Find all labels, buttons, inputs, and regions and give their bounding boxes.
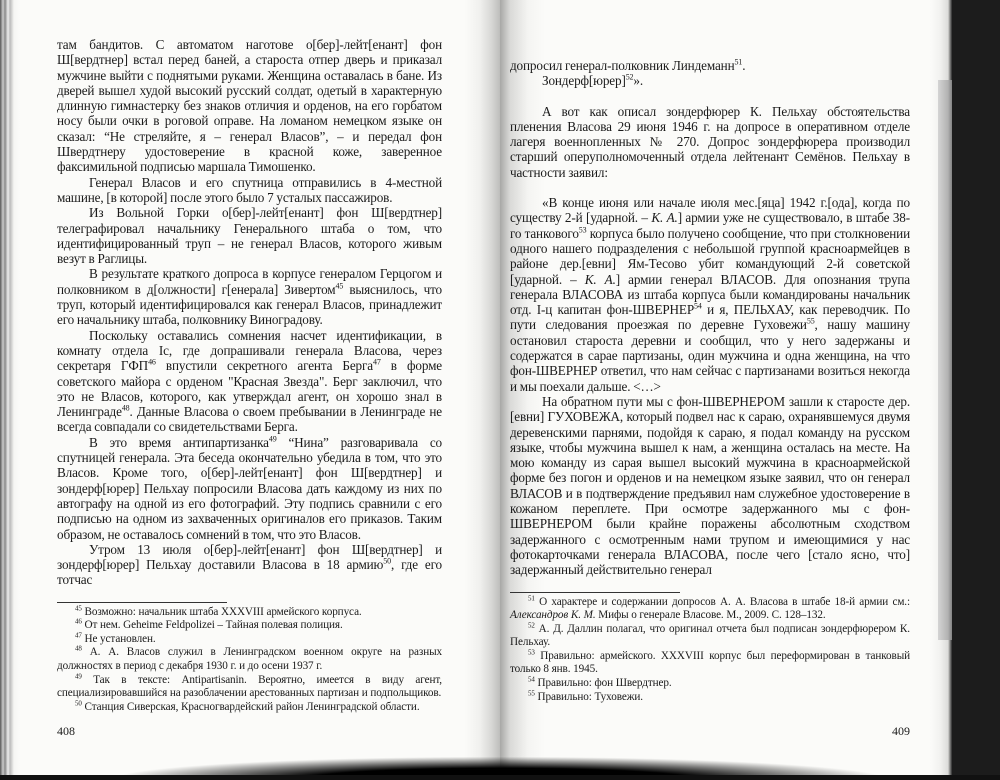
right-page-footnotes [510,592,910,705]
text-run: Зондерф[юрер] [542,73,626,89]
footnote-text: Станция Сиверская, Красногвардейский район Ленинградской области. [84,700,420,713]
footnote-list [510,593,911,705]
footnote-number: 49 [75,671,82,680]
text-run: На обратном пути мы с фон-ШВЕРНЕРОМ зашли к старосте дер.[евни] ГУХОВЕЖА, который подвел нас к сараю, охранявшемуся двумя деревенскими парнями, подойдя к сараю, я подал команду на русском языке, чтобы мужчина вышел к нам, а женщина осталась на месте. На мою команду из сарая вышел высокий мужчина в красноармейской форме без погон и орденов и на немецком языке заявил, что он генерал ВЛАСОВ и в подтверждение предъявил нам служебное удостоверение в кожаном переплете. При осмотре задержанного мы с фон-ШВЕРНЕРОМ были крайне поражены абсолютным сходством задержанного с осмотренным нами трупом и имеющимися у нас фотокарточками генерала ВЛАСОВА, после чего [стало ясно, что] задержанный действительно генерал [510,393,910,578]
text-run: Из Вольной Горки о[бер]-лейт[енант] фон Ш[вердтнер] телеграфировал начальнику Генерального штаба о том, что идентифицированный труп – не генерал Власов, которого живым везут в Раглицы. [57,205,442,267]
footnote-text: Возможно: начальник штаба XXXVIII армейского корпуса. [84,605,362,618]
paragraph [510,58,910,73]
text-run: А вот как описал зондерфюрер К. Пельхау обстоятельства пленения Власова 29 июня 1946 г. на допросе в оперативном отделе лагеря военнопленных № 270. Допрос зондерфюрера производил старший оперуполномоченный отдела лейтенант Семёнов. Пельхау в частности заявил: [510,103,910,180]
footnote-number: 53 [528,648,535,657]
text-run: там бандитов. С автоматом наготове о[бер]-лейт[енант] фон Ш[вердтнер] встал перед баней, а староста отпер дверь и приказал мужчине выйти с поднятыми руками. Женщина оставалась в бане. Из дверей вышел худой высокий русский солдат, одетый в характерную длинную гимнастерку без знаков отличия и орденов, на его горбатом носу были очки в роговой оправе. На ломаном немецком языке он сказал: “Не стреляйте, я – генерал Власов”, – и передал фон Швердтнеру удостоверение в красной коже, заверенное факсимильной подписью маршала Тимошенко. [57,37,442,175]
text-run: Генерал Власов и его спутница отправились в 4-местной машине, [в которой] после этого было 7 усталых пассажиров. [57,174,442,205]
page-edge-stack [938,80,952,640]
paragraph [57,435,442,542]
text-run: Правильно: фон Швердтнер. [537,677,672,690]
footnote-ref: 48 [121,403,130,413]
text-run: А. Д. Даллин полагал, что оригинал отчета был подписан зондерфюрером К. Пельхау. [510,622,910,649]
footnote-number: 51 [528,593,535,602]
footnote-text: Так в тексте: Antipartisanin. Вероятно, имеется в виду агент, специализировавшийся на разоблачении арестованных партизан и подпольщиков. [57,673,442,700]
paragraph [57,266,442,327]
footnote-ref: 46 [148,357,156,367]
footnote-number: 45 [75,603,82,612]
italic-text: К. А. [584,271,616,287]
text-run: ] армии генерал ВЛАСОВ. Для опознания трупа генерала ВЛАСОВА из штаба корпуса были командированы начальник отд. I-ц капитан фон-ШВЕРНЕР [510,271,910,318]
text-run: , нашу машину остановил староста деревни и сообщил, что у него задержаны и содержатся в сарае партизаны, один мужчина и одна женщина, на что фон-ШВЕРНЕР ответил, что нам сейчас с партизанами возиться некогда и мы поехали дальше. <…> [510,317,910,394]
footnote-ref: 45 [335,281,344,291]
background-edge [952,0,1000,780]
footnote-text: Не установлен. [84,632,156,645]
footnote-number: 50 [75,699,82,708]
footnote [57,671,442,701]
footnote [510,650,910,677]
text-run: Правильно: Туховежи. [537,690,643,703]
footnote-number: 54 [528,675,535,684]
footnote-number: 52 [528,620,535,629]
paragraph [57,328,442,435]
footnote [57,701,442,715]
footnote [510,677,910,691]
text-run: Утром 13 июля о[бер]-лейт[енант] фон Ш[вердтнер] и зондерф[юрер] Пельхау доставили Власова в 18 армию [57,541,442,573]
paragraph [57,205,442,266]
footnote [57,619,442,633]
footnote-number: 55 [528,688,535,697]
footnote [57,633,442,647]
footnote-ref: 49 [268,434,277,444]
footnote [510,593,911,623]
paragraph [510,73,910,88]
footnote-ref: 47 [372,357,381,367]
text-run: «В конце июня или начале июля мес.[яца] 1942 г.[ода], когда по существу 2-й [ударной. – [510,195,910,226]
text-run: ». [633,73,643,89]
footnote-number: 47 [75,631,82,640]
text-run: . Данные Власова о своем пребывании в Ленинграде не всегда совпадали со свидетельствами Берга. [57,404,442,435]
text-run: Поскольку оставались сомнения насчет идентификации, в комнату отдела Ic, где допрашивали генерала Власова, через секретаря ГФП [57,327,442,374]
footnote [57,603,442,620]
text-run: выяснилось, что труп, который идентифицировался как генерал Власов, принадлежит его начальнику штаба, полковнику Виноградову. [57,281,442,328]
paragraph [57,37,442,175]
text-run: впустили секретного агента Берга [155,358,373,374]
page-spacer [57,714,442,724]
footnote-rule [510,592,680,593]
page-number-left: 408 [57,724,75,739]
footnote-list [57,603,442,715]
footnote-text: От нем. Geheime Feldpolizei – Тайная полевая полиция. [84,619,343,632]
footnote-ref: 51 [734,57,743,67]
italic-text: К. А. [651,210,678,226]
paragraph [57,175,442,206]
footnote-ref: 55 [806,317,815,327]
text-run: ] армии уже не существовало, в штабе 38-го танкового [510,210,910,241]
background-bottom [0,775,1000,780]
text-run: в форме советского майора с орденом "Красная Звезда". Берг заключил, что это не Власов, которого, как утверждал агент, он хорошо знал в Ленинграде [57,358,442,420]
footnote [57,646,442,673]
italic-text: Александров К. М. [510,609,596,622]
paragraph [510,394,910,578]
footnote-rule [57,602,227,603]
footnote-number: 46 [75,617,82,626]
footnote-ref: 53 [578,225,587,235]
page-number-right: 409 [892,724,910,739]
paragraph [510,104,910,180]
text-run: , где его тотчас [57,557,442,588]
paragraph [510,195,910,394]
footnote-ref: 54 [694,301,702,311]
text-run: и я, ПЕЛЬХАУ, как переводчик. По пути следования проезжая по деревне Гуховежи [510,302,910,333]
text-run: допросил генерал-полковник Линдеманн [510,58,735,73]
text-run: . [742,58,746,73]
text-run: В это время антипартизанка [89,434,269,450]
left-page-body [57,37,442,588]
footnote-number: 48 [75,644,82,653]
left-page-footnotes [57,602,442,715]
right-page [500,0,1000,780]
footnote-ref: 52 [625,72,634,82]
text-run: корпуса было получено сообщение, что при столкновении одного нашего подразделения с небольшой группой красноармейцев в районе дер.[евни] Ям-Тесово убит командующий 2-й советской [ударной. – [510,225,910,287]
paragraph [57,542,442,588]
text-run: О характере и содержании допросов А. А. Власова в штабе 18-й армии см.: [539,595,911,608]
page-spacer [510,704,910,724]
text-run: “Нина” разговаривала со спутницей генерала. Эта беседа окончательно убедила в том, что это Власов. Кроме того, о[бер]-лейт[енант] фон Ш[вердтнер] и зондерф[юрер] Пельхау попросили Власова дать каждому из них по автографу на одной из его фотографий. Эту подпись сравнили с его подписью на одном из захваченных оригиналов его приказов. Таким образом, не оставалось сомнений в том, что это Власов. [57,434,442,542]
footnote [510,620,910,650]
footnote [510,688,910,705]
text-run: Мифы о генерале Власове. М., 2009. С. 128–132. [595,609,826,622]
right-page-body [510,58,910,578]
footnote-ref: 50 [383,556,391,566]
text-run: Правильно: армейского. XXXVIII корпус был переформирован в танковый только 8 янв. 1945. [510,649,910,676]
footnote-text: А. А. Власов служил в Ленинградском военном округе на разных должностях в период с декабря 1930 г. и до осени 1937 г. [57,646,442,673]
text-run: В результате краткого допроса в корпусе генералом Герцогом и полковником в д[олжности] г[енерала] Зивертом [57,266,442,297]
